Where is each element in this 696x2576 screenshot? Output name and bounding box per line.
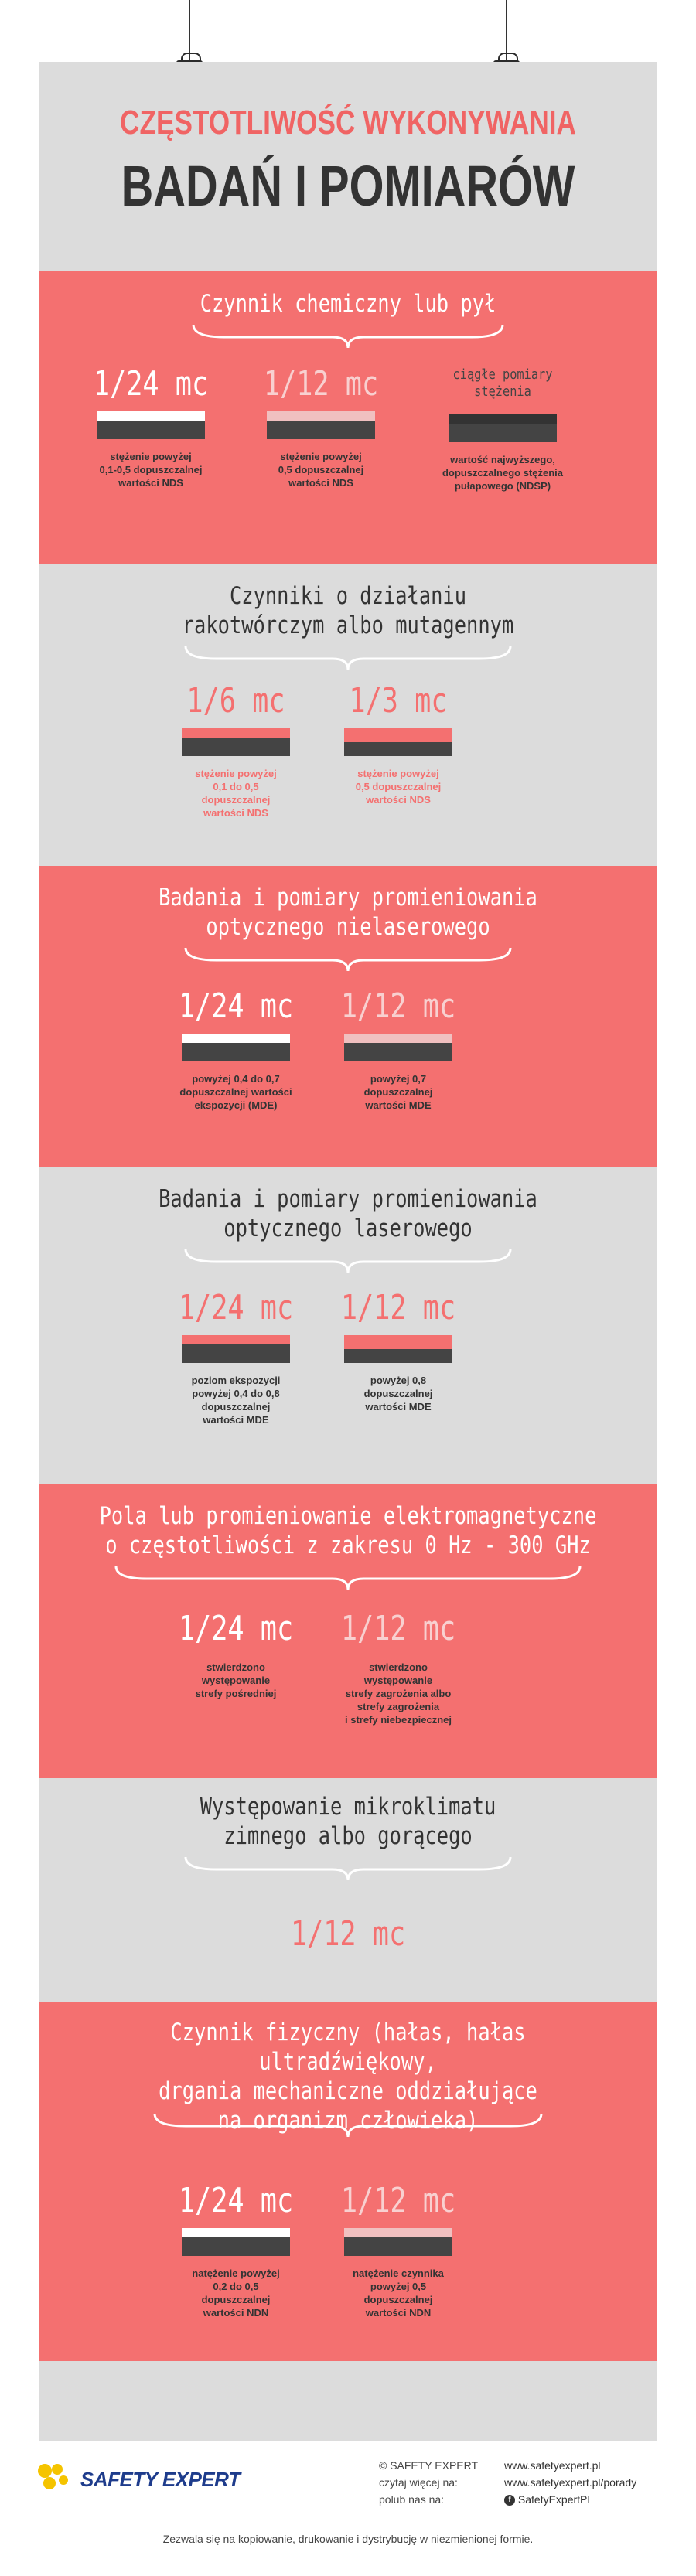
frequency-label: 1/3 mc xyxy=(349,681,448,721)
level-bar xyxy=(182,728,290,756)
frequency-label: 1/12 mc xyxy=(290,1914,406,1954)
frequency-label: 1/24 mc xyxy=(178,1609,294,1648)
advice-link[interactable]: www.safetyexpert.pl/porady xyxy=(504,2476,637,2489)
section-heading: Czynnik chemiczny lub pył xyxy=(200,290,496,318)
section-carcinogenic xyxy=(39,564,657,866)
frequency-label: 1/12 mc xyxy=(340,986,456,1026)
item-continuous xyxy=(433,363,572,492)
frequency-label: 1/12 mc xyxy=(340,1609,456,1648)
description: stwierdzono występowanie strefy zagrożenia albo strefy zagrożenia i strefy niebezpiecznej xyxy=(345,1661,452,1726)
section-physical xyxy=(39,2002,657,2361)
brace-icon xyxy=(39,2109,657,2140)
level-bar xyxy=(344,1034,452,1061)
permission-note: Zezwala się na kopiowanie, drukowanie i dystrybucję w niezmienionej formie. xyxy=(162,2533,534,2545)
description: stężenie powyżej 0,5 dopuszczalnej wartości NDS xyxy=(355,768,442,806)
section-electromagnetic xyxy=(39,1484,657,1778)
description: powyżej 0,4 do 0,7 dopuszczalnej wartości ekspozycji (MDE) xyxy=(179,1073,292,1111)
item-1-12 xyxy=(290,1913,406,1955)
section-heading: Czynnik fizyczny (hałas, hałas ultradźwiękowy, drgania mechaniczne oddziałujące na organizm człowieka) xyxy=(159,2019,537,2135)
section-heading: Pola lub promieniowanie elektromagnetyczne o częstotliwości z zakresu 0 Hz - 300 GHz xyxy=(99,1502,597,1559)
level-bar xyxy=(267,411,375,439)
description: stwierdzono występowanie strefy pośredniej xyxy=(195,1661,277,1699)
description: stężenie powyżej 0,1 do 0,5 dopuszczalnej wartości NDS xyxy=(195,768,277,819)
footer xyxy=(0,2441,696,2576)
copyright: © SAFETY EXPERT xyxy=(379,2459,479,2472)
facebook-icon: f xyxy=(504,2495,515,2506)
level-bar xyxy=(97,411,205,439)
frequency-label: 1/12 mc xyxy=(263,364,379,404)
frequency-label: ciągłe pomiary stężenia xyxy=(452,366,553,400)
item-1-12 xyxy=(340,1287,456,1413)
description: natężenie czynnika powyżej 0,5 dopuszczalnej wartości NDN xyxy=(353,2268,444,2319)
read-more-label: czytaj więcej na: xyxy=(379,2476,458,2489)
frequency-label: 1/12 mc xyxy=(340,2181,456,2220)
section-heading: Czynniki o działaniu rakotwórczym albo mutagennym xyxy=(182,582,514,639)
item-1-24 xyxy=(178,1287,294,1426)
section-optical-laser xyxy=(39,1167,657,1484)
level-bar xyxy=(182,2228,290,2256)
brace-icon xyxy=(39,320,657,351)
brace-icon xyxy=(39,1852,657,1883)
frequency-label: 1/6 mc xyxy=(186,681,285,721)
frequency-label: 1/24 mc xyxy=(178,2181,294,2220)
description: wartość najwyższego, dopuszczalnego stężenia pułapowego (NDSP) xyxy=(442,454,564,492)
brace-icon xyxy=(39,943,657,974)
infographic-poster xyxy=(39,62,657,2441)
section-chemical xyxy=(39,271,657,564)
item-1-24 xyxy=(178,986,294,1112)
frequency-label: 1/24 mc xyxy=(178,986,294,1026)
item-1-3 xyxy=(340,680,456,806)
item-1-12 xyxy=(340,2180,456,2319)
item-1-24 xyxy=(93,363,209,489)
item-1-24 xyxy=(178,1608,294,1700)
item-1-12 xyxy=(263,363,379,489)
level-bar xyxy=(344,2228,452,2256)
level-bar xyxy=(182,1034,290,1061)
brace-icon xyxy=(39,1562,657,1593)
section-optical-nonlaser xyxy=(39,866,657,1167)
level-bar xyxy=(182,1335,290,1363)
section-microclimate xyxy=(39,1778,657,2002)
site-link[interactable]: www.safetyexpert.pl xyxy=(504,2459,601,2472)
description: poziom ekspozycji powyżej 0,4 do 0,8 dopuszczalnej wartości MDE xyxy=(191,1375,281,1426)
frequency-label: 1/24 mc xyxy=(93,364,209,404)
like-label: polub nas na: xyxy=(379,2493,445,2506)
level-bar xyxy=(449,414,557,442)
description: natężenie powyżej 0,2 do 0,5 dopuszczalnej wartości NDN xyxy=(192,2268,280,2319)
item-1-12 xyxy=(340,986,456,1112)
item-1-24 xyxy=(178,2180,294,2319)
item-1-6 xyxy=(178,680,294,819)
level-bar xyxy=(344,728,452,756)
level-bar xyxy=(344,1335,452,1363)
frequency-label: 1/12 mc xyxy=(340,1288,456,1327)
brace-icon xyxy=(39,1245,657,1276)
description: powyżej 0,8 dopuszczalnej wartości MDE xyxy=(363,1375,433,1412)
facebook-link[interactable]: f SafetyExpertPL xyxy=(504,2491,636,2508)
brace-icon xyxy=(39,642,657,673)
brand-name: SAFETY EXPERT xyxy=(80,2468,241,2491)
description: stężenie powyżej 0,5 dopuszczalnej wartości NDS xyxy=(278,451,364,489)
title-line-2: BADAŃ I POMIARÓW xyxy=(121,154,575,218)
safety-expert-logo-icon xyxy=(34,2462,77,2493)
frequency-label: 1/24 mc xyxy=(178,1288,294,1327)
section-heading: Badania i pomiary promieniowania optycznego laserowego xyxy=(159,1185,537,1242)
title-line-1: CZĘSTOTLIWOŚĆ WYKONYWANIA xyxy=(120,104,576,141)
section-heading: Badania i pomiary promieniowania optycznego nielaserowego xyxy=(159,884,537,941)
description: powyżej 0,7 dopuszczalnej wartości MDE xyxy=(363,1073,433,1111)
description: stężenie powyżej 0,1-0,5 dopuszczalnej wartości NDS xyxy=(99,451,203,489)
section-heading: Występowanie mikroklimatu zimnego albo gorącego xyxy=(200,1793,496,1850)
item-1-12 xyxy=(340,1608,456,1726)
